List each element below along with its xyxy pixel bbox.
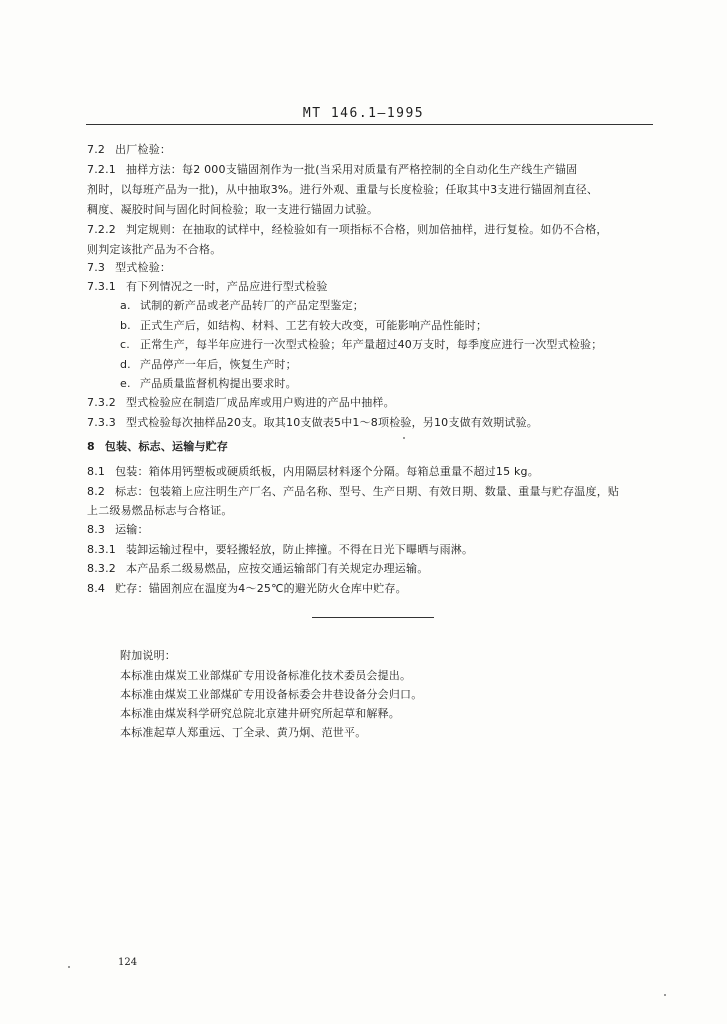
line-7-2-1-cont-1: 剂时，以每班产品为一批)，从中抽取3%。进行外观、重量与长度检验；任取其中3支进行锚固剂直径、 bbox=[87, 183, 599, 196]
line-7-3-3 bbox=[87, 416, 538, 429]
list-item-b bbox=[120, 319, 487, 332]
list-text: 正常生产，每半年应进行一次型式检验；年产量超过40万支时，每季度应进行一次型式检验； bbox=[140, 338, 603, 351]
section-divider bbox=[312, 617, 434, 618]
line-8-3-2 bbox=[87, 562, 428, 575]
clause-text: 本产品系二级易燃品，应按交通运输部门有关规定办理运输。 bbox=[126, 562, 429, 575]
line-8-4 bbox=[87, 582, 407, 595]
line-8-3-1 bbox=[87, 543, 473, 556]
list-item-a bbox=[120, 299, 364, 312]
clause-number: 8.3.1 bbox=[87, 543, 116, 556]
line-7-2 bbox=[87, 143, 171, 156]
scan-speck bbox=[403, 437, 405, 439]
line-7-2-2 bbox=[87, 223, 608, 236]
clause-text: 贮存：锚固剂应在温度为4～25℃的避光防火仓库中贮存。 bbox=[115, 582, 407, 595]
list-text: 产品质量监督机构提出要求时。 bbox=[140, 377, 297, 390]
line-7-2-2-cont: 则判定该批产品为不合格。 bbox=[87, 243, 222, 256]
clause-number: 8.2 bbox=[87, 485, 106, 498]
clause-text: 包装：箱体用钙塑板或硬质纸板，内用隔层材料逐个分隔。每箱总重量不超过15 kg。 bbox=[115, 465, 539, 478]
clause-number: 7.2.2 bbox=[87, 223, 116, 236]
line-7-3 bbox=[87, 261, 171, 274]
list-marker: b. bbox=[120, 319, 131, 332]
list-marker: c. bbox=[120, 338, 130, 351]
clause-text: 出厂检验： bbox=[115, 143, 172, 156]
clause-text: 标志：包装箱上应注明生产厂名、产品名称、型号、生产日期、有效日期、数量、重量与贮存温度，贴 bbox=[115, 485, 620, 498]
clause-text: 型式检验： bbox=[115, 261, 172, 274]
clause-text: 抽样方法：每2 000支锚固剂作为一批(当采用对质量有严格控制的全自动化生产线生产锚固 bbox=[126, 163, 578, 176]
clause-number: 8.4 bbox=[87, 582, 106, 595]
list-item-c bbox=[120, 338, 602, 351]
page-number: 124 bbox=[118, 957, 138, 968]
line-8-3 bbox=[87, 523, 149, 536]
list-text: 产品停产一年后，恢复生产时； bbox=[140, 358, 297, 371]
clause-number: 7.3.3 bbox=[87, 416, 116, 429]
note-line: 本标准起草人郑重远、丁全录、黄乃炯、范世平。 bbox=[120, 726, 367, 739]
list-text: 试制的新产品或老产品转厂的产品定型鉴定； bbox=[140, 299, 364, 312]
clause-text: 装卸运输过程中，要轻搬轻放，防止摔撞。不得在日光下曝晒与雨淋。 bbox=[126, 543, 474, 556]
clause-text: 运输： bbox=[115, 523, 149, 536]
line-8-1 bbox=[87, 465, 539, 478]
clause-text: 有下列情况之一时，产品应进行型式检验 bbox=[126, 280, 328, 293]
list-marker: e. bbox=[120, 377, 131, 390]
clause-text: 型式检验应在制造厂成品库或用户购进的产品中抽样。 bbox=[126, 396, 395, 409]
line-7-3-2 bbox=[87, 396, 395, 409]
section-title: 包装、标志、运输与贮存 bbox=[104, 440, 229, 453]
section-8-heading bbox=[87, 440, 228, 453]
clause-number: 8.1 bbox=[87, 465, 106, 478]
scan-speck bbox=[664, 994, 666, 996]
header-rule bbox=[86, 124, 653, 125]
clause-number: 7.3.1 bbox=[87, 280, 116, 293]
list-item-d bbox=[120, 358, 297, 371]
note-line: 本标准由煤炭科学研究总院北京建井研究所起草和解释。 bbox=[120, 707, 400, 720]
clause-number: 8.3 bbox=[87, 523, 106, 536]
clause-text: 判定规则：在抽取的试样中，经检验如有一项指标不合格，则加倍抽样，进行复检。如仍不合格， bbox=[126, 223, 608, 236]
line-7-2-1-cont-2: 稠度、凝胶时间与固化时间检验；取一支进行锚固力试验。 bbox=[87, 203, 379, 216]
clause-number: 7.3.2 bbox=[87, 396, 116, 409]
scan-speck bbox=[68, 966, 70, 968]
line-7-2-1 bbox=[87, 163, 577, 176]
list-item-e bbox=[120, 377, 297, 390]
standard-code-header: MT 146.1—1995 bbox=[302, 106, 425, 121]
note-line: 本标准由煤炭工业部煤矿专用设备标委会井巷设备分会归口。 bbox=[120, 688, 423, 701]
list-text: 正式生产后，如结构、材料、工艺有较大改变，可能影响产品性能时； bbox=[140, 319, 488, 332]
clause-number: 8.3.2 bbox=[87, 562, 116, 575]
list-marker: d. bbox=[120, 358, 131, 371]
line-8-2-cont: 上二级易燃品标志与合格证。 bbox=[87, 504, 233, 517]
clause-number: 7.3 bbox=[87, 261, 106, 274]
line-8-2 bbox=[87, 485, 619, 498]
note-line: 本标准由煤炭工业部煤矿专用设备标准化技术委员会提出。 bbox=[120, 669, 412, 682]
section-number: 8 bbox=[87, 440, 95, 453]
clause-number: 7.2.1 bbox=[87, 163, 116, 176]
notes-title: 附加说明： bbox=[120, 649, 176, 662]
list-marker: a. bbox=[120, 299, 131, 312]
line-7-3-1 bbox=[87, 280, 328, 293]
clause-text: 型式检验每次抽样品20支。取其10支做表5中1～8项检验，另10支做有效期试验。 bbox=[126, 416, 538, 429]
clause-number: 7.2 bbox=[87, 143, 106, 156]
